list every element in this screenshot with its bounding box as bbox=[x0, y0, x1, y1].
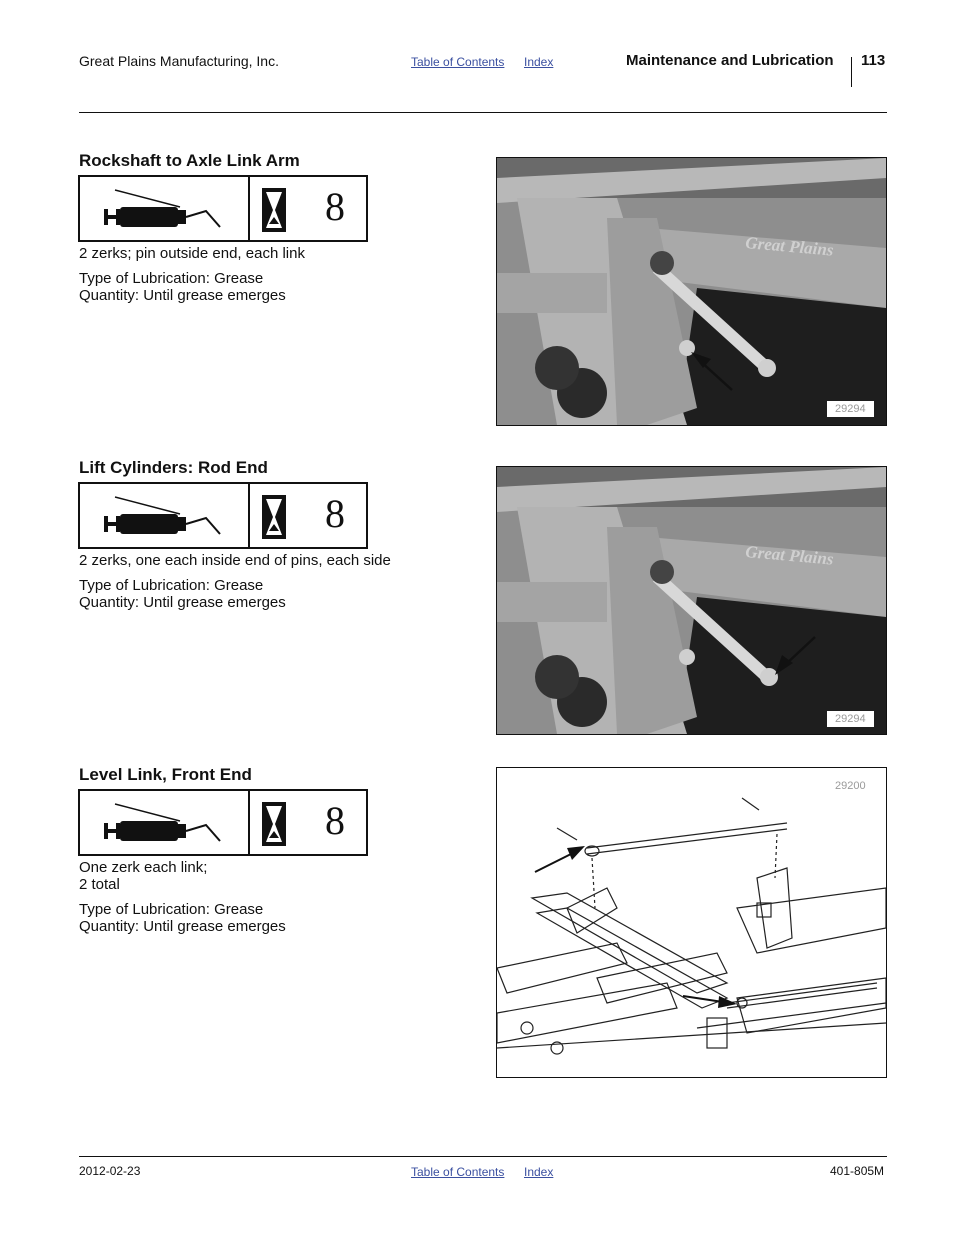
footer-index-link[interactable]: Index bbox=[524, 1165, 554, 1179]
lift-cylinders-section-title: Lift Cylinders: Rod End bbox=[79, 458, 268, 477]
interval-hours: 8 bbox=[325, 184, 345, 229]
lube-interval-box bbox=[78, 482, 368, 549]
hourglass-icon bbox=[250, 791, 300, 853]
grease-gun-icon bbox=[80, 484, 250, 547]
lube-type: Type of Lubrication: Grease bbox=[79, 577, 264, 594]
section-description-cont: 2 total bbox=[79, 876, 120, 893]
interval-hours: 8 bbox=[325, 798, 345, 843]
figure-id: 29200 bbox=[827, 778, 874, 794]
footer-date: 2012-02-23 bbox=[79, 1164, 141, 1178]
section-description: 2 zerks; pin outside end, each link bbox=[79, 245, 305, 262]
lift-cylinder-photo bbox=[496, 466, 887, 735]
lube-interval-box bbox=[78, 789, 368, 856]
brand-decal: Great Plains bbox=[744, 233, 835, 260]
brand-decal: Great Plains bbox=[744, 542, 835, 569]
hourglass-icon bbox=[250, 177, 300, 239]
grease-gun-icon bbox=[80, 791, 250, 854]
level-link-drawing bbox=[496, 767, 887, 1078]
lube-quantity: Quantity: Until grease emerges bbox=[79, 918, 286, 935]
section-title: Maintenance and Lubrication bbox=[626, 52, 834, 69]
figure-id: 29294 bbox=[827, 711, 874, 727]
footer-rule bbox=[79, 1156, 887, 1157]
lube-quantity: Quantity: Until grease emerges bbox=[79, 287, 286, 304]
company-name: Great Plains Manufacturing, Inc. bbox=[79, 53, 279, 69]
lube-type: Type of Lubrication: Grease bbox=[79, 270, 264, 287]
page-number: 113 bbox=[861, 52, 886, 69]
interval-hours: 8 bbox=[325, 491, 345, 536]
footer-toc-link[interactable]: Table of Contents bbox=[411, 1165, 505, 1179]
lube-interval-box bbox=[78, 175, 368, 242]
rockshaft-section-title: Rockshaft to Axle Link Arm bbox=[79, 151, 300, 170]
header-toc-link[interactable]: Table of Contents bbox=[411, 55, 505, 69]
section-description: 2 zerks, one each inside end of pins, each side bbox=[79, 552, 391, 569]
grease-gun-icon bbox=[80, 177, 250, 240]
level-link-section-title: Level Link, Front End bbox=[79, 765, 252, 784]
figure-id: 29294 bbox=[827, 401, 874, 417]
header-divider bbox=[851, 57, 852, 87]
lube-type: Type of Lubrication: Grease bbox=[79, 901, 264, 918]
document-number: 401-805M bbox=[830, 1164, 885, 1178]
section-description: One zerk each link; bbox=[79, 859, 208, 876]
hourglass-icon bbox=[250, 484, 300, 546]
lube-quantity: Quantity: Until grease emerges bbox=[79, 594, 286, 611]
header-rule bbox=[79, 112, 887, 113]
rockshaft-photo bbox=[496, 157, 887, 426]
header-index-link[interactable]: Index bbox=[524, 55, 554, 69]
